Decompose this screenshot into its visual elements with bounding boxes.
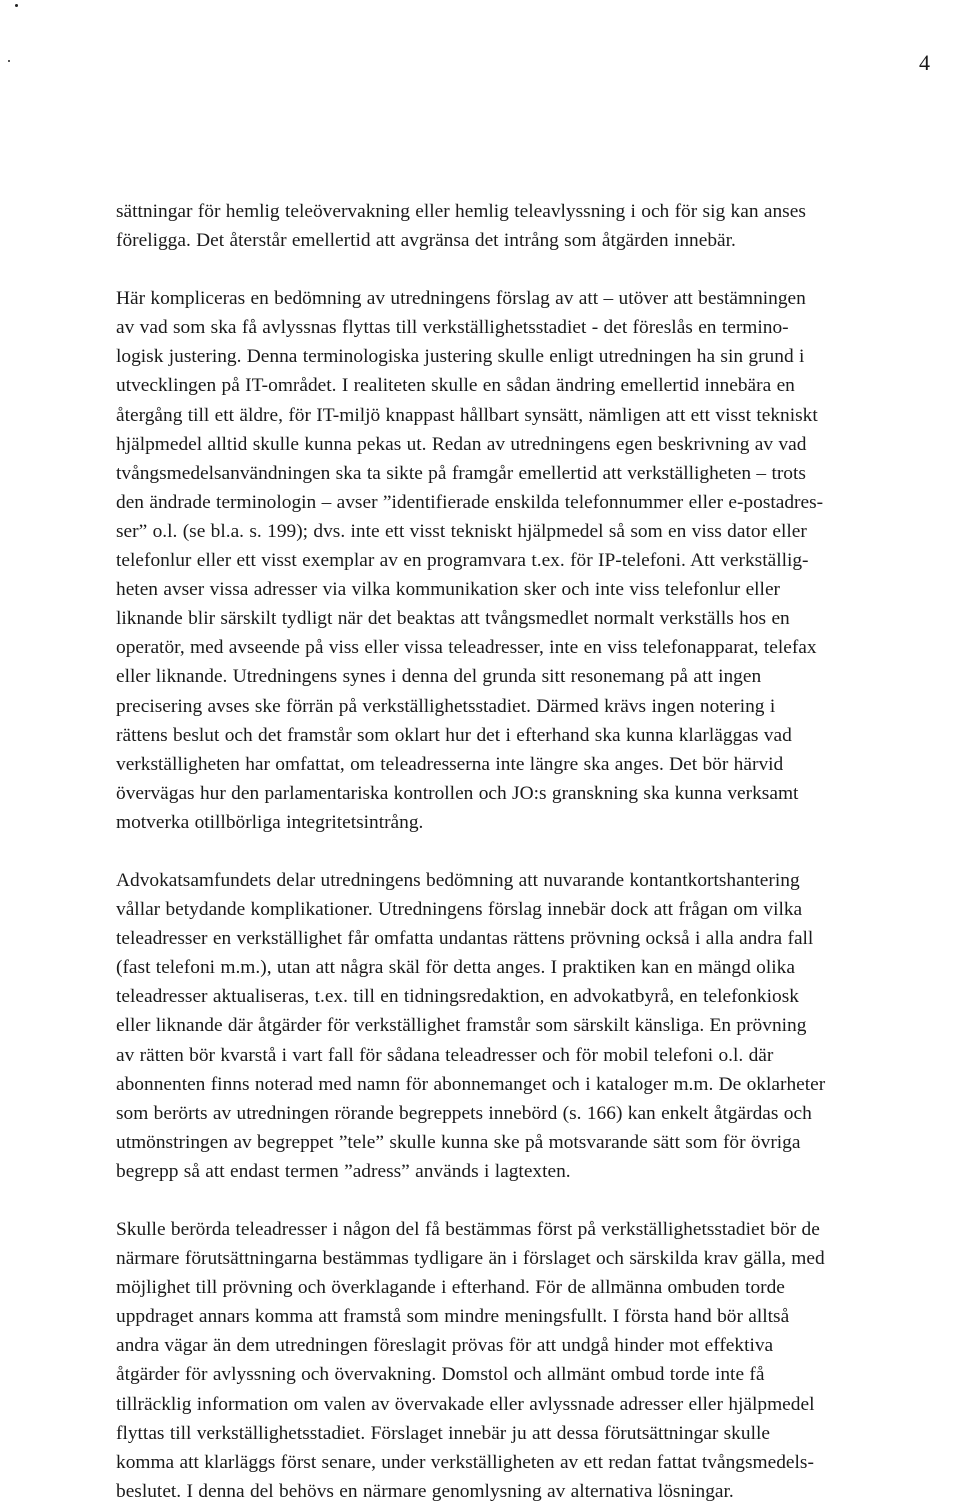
paragraph-continuation: sättningar för hemlig teleövervakning eller hemlig teleavlyssning i och för sig kan anses föreligga. Det återstår emellertid att avgränsa det intrång som åtgärden innebär. — [116, 201, 806, 252]
paragraph-advokatsamfundet: Advokatsamfundets delar utredningens bedömning att nuvarande kontantkortshantering vållar betydande komplikationer. Utredningens förslag innebär dock att frågan om vilka teleadresser en verkställighet får omfatta undantas rättens prövning också i alla andra fall (fast telefoni m.m.), utan att några skäl för detta anges. I praktiken kan en mängd olika teleadresser aktualiseras, t.ex. till en tidningsredaktion, en advokatbyrå, en telefonkiosk eller liknande där åtgärder för verkställighet framstår som särskilt känsliga. En prövning av rätten bör kvarstå i vart fall för sådana teleadresser och för mobil telefoni o.l. där abonnenten finns noterad med namn för abonnemanget och i kataloger m.m. De oklarheter som berörts av utredningen rörande begreppets innebörd (s. 166) kan enkelt åtgärdas och utmönstringen av begreppet ”tele” skulle kunna ske på motsvarande sätt som för övriga begrepp så att endast termen ”adress” används i lagtexten. — [116, 869, 826, 1182]
scan-speck — [15, 4, 18, 7]
scan-speck — [8, 60, 10, 62]
body-text — [116, 197, 946, 1506]
paragraph-terminology-adjustment: Här kompliceras en bedömning av utredningens förslag av att – utöver att bestämningen av vad som ska få avlyssnas flyttas till verkställighetsstadiet - det föreslås en termino- logisk justering. Denna terminologiska justering skulle enligt utredningen ha sin grund i utvecklingen på IT-området. I realiteten skulle en sådan ändring emellertid innebära en återgång till ett äldre, för IT-miljö knappast hållbart synsätt, nämligen att ett visst tekniskt hjälpmedel alltid skulle kunna pekas ut. Redan av utredningens egen beskrivning av vad tvångsmedelsanvändningen ska ta sikte på framgår emellertid att verkställigheten – trots den ändrade terminologin – avser ”identifierade enskilda telefonnummer eller e-postadres- ser” o.l. (se bl.a. s. 199); dvs. inte ett visst tekniskt hjälpmedel så som en viss dator eller telefonlur eller ett visst exemplar av en programvara t.ex. för IP-telefoni. Att verkställig- heten avser vissa adresser via vilka kommunikation sker och inte viss telefonlur eller liknande blir särskilt tydligt när det beaktas att tvångsmedlet normalt verkställs hos en operatör, med avseende på viss eller vissa teleadresser, inte en viss telefonapparat, telefax eller liknande. Utredningens synes i denna del grunda sitt resonemang på att ingen precisering avses ske förrän på verkställighetsstadiet. Därmed krävs ingen notering i rättens beslut och det framstår som oklart hur det i efterhand ska kunna klarläggas vad verkställigheten har omfattat, om teleadresserna inte längre ska anges. Det bör härvid övervägas hur den parlamentariska kontrollen och JO:s granskning ska kunna verksamt motverka otillbörliga integritetsintrång. — [116, 288, 824, 833]
paragraph-conclusion: Skulle berörda teleadresser i någon del få bestämmas först på verkställighetsstadiet bör de närmare förutsättningarna bestämmas tydligare än i förslaget och särskilda krav gälla, med möjlighet till prövning och överklagande i efterhand. För de allmänna ombuden torde uppdraget annars komma att framstå som mindre meningsfullt. I första hand bör alltså andra vägar än dem utredningen föreslagit prövas för att undgå hinder mot effektiva åtgärder för avlyssning och övervakning. Domstol och allmänt ombud torde inte få tillräcklig information om valen av övervakade eller avlyssnade adresser eller hjälpmedel flyttas till verkställighetsstadiet. Förslaget innebär ju att dessa förutsättningar skulle komma att klarläggs först senare, under verkställigheten av ett redan fattat tvångsmedels- beslutet. I denna del behövs en närmare genomlysning av alternativa lösningar. — [116, 1219, 825, 1502]
page-number: 4 — [919, 50, 930, 75]
